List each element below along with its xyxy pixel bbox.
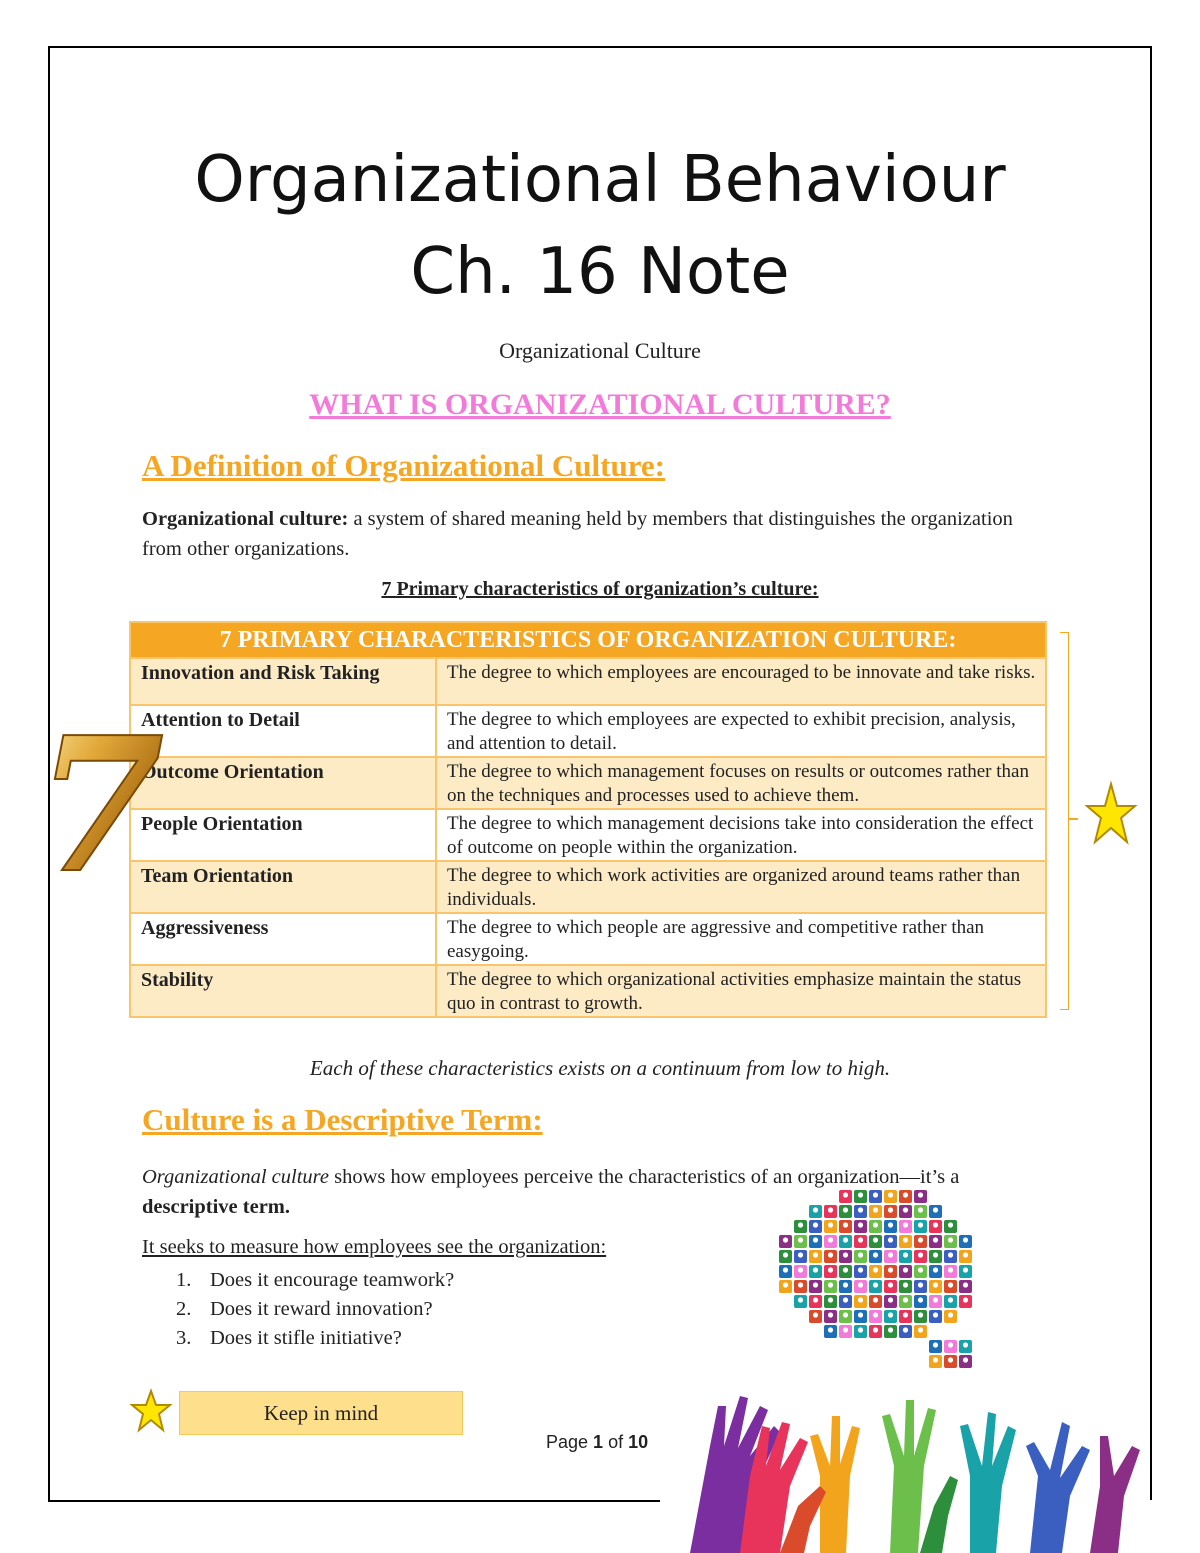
person-head [813,1237,818,1242]
table-header: 7 PRIMARY CHARACTERISTICS OF ORGANIZATION CULTURE: [130,622,1046,658]
person-head [873,1207,878,1212]
person-head [843,1192,848,1197]
person-head [843,1207,848,1212]
person-head [933,1282,938,1287]
table-row [130,705,1046,757]
person-head [843,1237,848,1242]
person-head [843,1312,848,1317]
person-head [963,1237,968,1242]
person-head [888,1267,893,1272]
person-head [858,1252,863,1257]
person-head [963,1252,968,1257]
table-row [130,658,1046,705]
person-head [903,1207,908,1212]
person-head [813,1297,818,1302]
person-head [858,1207,863,1212]
person-head [858,1237,863,1242]
characteristic-name: Outcome Orientation [130,757,436,809]
list-number: 1. [176,1269,192,1291]
characteristic-desc: The degree to which management focuses on results or outcomes rather than on the techniques and processes used to achieve them. [436,757,1046,809]
svg-text:7: 7 [35,696,165,914]
table-row [130,965,1046,1017]
person-head [828,1312,833,1317]
person-head [783,1237,788,1242]
characteristic-name: Innovation and Risk Taking [130,658,436,705]
person-head [843,1267,848,1272]
person-head [918,1222,923,1227]
person-head [873,1252,878,1257]
person-head [903,1297,908,1302]
person-head [858,1267,863,1272]
person-head [903,1222,908,1227]
person-head [783,1252,788,1257]
person-head [903,1237,908,1242]
person-head [903,1282,908,1287]
person-head [843,1222,848,1227]
person-head [888,1312,893,1317]
people-speech-bubble-image [775,1186,981,1366]
list-item [142,1295,454,1324]
person-head [798,1237,803,1242]
person-head [888,1327,893,1332]
person-head [888,1207,893,1212]
table-caption: 7 Primary characteristics of organization’s culture: [381,578,819,600]
descriptive-heading: Culture is a Descriptive Term: [142,1102,543,1137]
person-head [798,1297,803,1302]
characteristic-desc: The degree to which work activities are organized around teams rather than individuals. [436,861,1046,913]
characteristic-name: Attention to Detail [130,705,436,757]
person-head [858,1192,863,1197]
measure-intro: It seeks to measure how employees see the organization: [142,1236,607,1258]
person-head [963,1282,968,1287]
person-head [933,1267,938,1272]
person-head [873,1327,878,1332]
definition-heading: A Definition of Organizational Culture: [142,448,665,483]
page-total: 10 [628,1432,649,1452]
person-head [783,1267,788,1272]
descriptive-term: Organizational culture [142,1166,329,1188]
person-head [843,1252,848,1257]
list-number: 2. [176,1298,192,1320]
table-row [130,757,1046,809]
person-head [918,1282,923,1287]
gold-seven-graphic [35,696,165,914]
descriptive-bold: descriptive term. [142,1196,290,1218]
person-head [933,1312,938,1317]
person-head [813,1252,818,1257]
descriptive-text: shows how employees perceive the characteristics of an organization—it’s a [328,1166,960,1188]
person-head [828,1327,833,1332]
characteristic-name: People Orientation [130,809,436,861]
characteristic-name: Team Orientation [130,861,436,913]
list-text: Does it reward innovation? [210,1298,433,1320]
person-head [888,1222,893,1227]
person-head [843,1282,848,1287]
person-head [888,1192,893,1197]
characteristic-name: Aggressiveness [130,913,436,965]
person-head [873,1237,878,1242]
person-head [888,1282,893,1287]
list-text: Does it stifle initiative? [210,1327,402,1349]
table-row [130,913,1046,965]
person-head [948,1357,953,1362]
person-head [933,1222,938,1227]
page-bottom-border [48,1500,660,1502]
characteristic-desc: The degree to which employees are expected to exhibit precision, analysis, and attention to detail. [436,705,1046,757]
person-head [873,1222,878,1227]
characteristics-table [129,621,1047,1018]
person-head [798,1282,803,1287]
person-head [873,1267,878,1272]
person-head [843,1327,848,1332]
person-head [903,1192,908,1197]
bracket-tick [1068,818,1078,820]
person-head [918,1327,923,1332]
person-head [828,1222,833,1227]
person-head [873,1282,878,1287]
person-head [933,1297,938,1302]
definition-term: Organizational culture: [142,508,349,530]
person-head [858,1222,863,1227]
hands-image [670,1386,1160,1553]
star-icon [1085,780,1137,848]
person-head [828,1267,833,1272]
person-head [798,1267,803,1272]
characteristic-desc: The degree to which people are aggressive and competitive rather than easygoing. [436,913,1046,965]
person-head [918,1312,923,1317]
person-head [933,1357,938,1362]
person-head [933,1237,938,1242]
person-head [963,1357,968,1362]
person-head [933,1342,938,1347]
characteristic-desc: The degree to which employees are encouraged to be innovate and take risks. [436,658,1046,705]
list-item [142,1324,454,1353]
definition-paragraph [142,504,1042,564]
person-head [828,1237,833,1242]
table-row [130,809,1046,861]
person-head [783,1282,788,1287]
person-head [873,1297,878,1302]
person-head [948,1267,953,1272]
person-head [798,1222,803,1227]
person-head [903,1312,908,1317]
person-head [813,1282,818,1287]
person-head [828,1297,833,1302]
keep-in-mind-box: Keep in mind [179,1391,463,1435]
person-head [858,1312,863,1317]
continuum-note: Each of these characteristics exists on a continuum from low to high. [309,1056,891,1080]
person-head [918,1252,923,1257]
person-head [828,1207,833,1212]
person-head [948,1222,953,1227]
person-head [873,1192,878,1197]
person-head [858,1297,863,1302]
person-head [813,1267,818,1272]
list-number: 3. [176,1327,192,1349]
table-bracket [1060,632,1069,1010]
person-head [948,1297,953,1302]
person-head [903,1327,908,1332]
person-head [948,1312,953,1317]
person-head [933,1207,938,1212]
person-head [873,1312,878,1317]
person-head [963,1342,968,1347]
person-head [903,1267,908,1272]
definition-text: a system of shared meaning held by members that distinguishes the organization from other organizations. [142,508,1013,560]
person-head [798,1252,803,1257]
person-head [888,1237,893,1242]
person-head [858,1282,863,1287]
person-head [948,1342,953,1347]
star-icon [131,1388,171,1434]
page-number [546,1432,648,1453]
person-head [813,1207,818,1212]
person-head [948,1282,953,1287]
list-item [142,1266,454,1295]
person-head [963,1297,968,1302]
document-subtitle-chapter: Ch. 16 Note [410,235,790,309]
characteristic-desc: The degree to which organizational activities emphasize maintain the status quo in contrast to growth. [436,965,1046,1017]
person-head [828,1282,833,1287]
section-heading: WHAT IS ORGANIZATIONAL CULTURE? [309,388,891,421]
page-of: of [603,1432,629,1452]
person-head [918,1267,923,1272]
questions-list [142,1266,454,1353]
table-row [130,861,1046,913]
person-head [888,1297,893,1302]
person-head [888,1252,893,1257]
person-head [948,1237,953,1242]
person-head [858,1327,863,1332]
person-head [903,1252,908,1257]
person-head [813,1222,818,1227]
person-head [948,1252,953,1257]
person-head [843,1297,848,1302]
list-text: Does it encourage teamwork? [210,1269,455,1291]
characteristic-name: Stability [130,965,436,1017]
person-head [918,1207,923,1212]
person-head [918,1297,923,1302]
page-current: 1 [593,1432,604,1452]
page-prefix: Page [546,1432,594,1452]
document-title: Organizational Behaviour [194,143,1006,217]
characteristic-desc: The degree to which management decisions take into consideration the effect of outcome on people within the organization. [436,809,1046,861]
person-head [918,1237,923,1242]
topic-subtitle: Organizational Culture [499,338,701,363]
person-head [933,1252,938,1257]
person-head [963,1267,968,1272]
person-head [828,1252,833,1257]
person-head [813,1312,818,1317]
person-head [918,1192,923,1197]
